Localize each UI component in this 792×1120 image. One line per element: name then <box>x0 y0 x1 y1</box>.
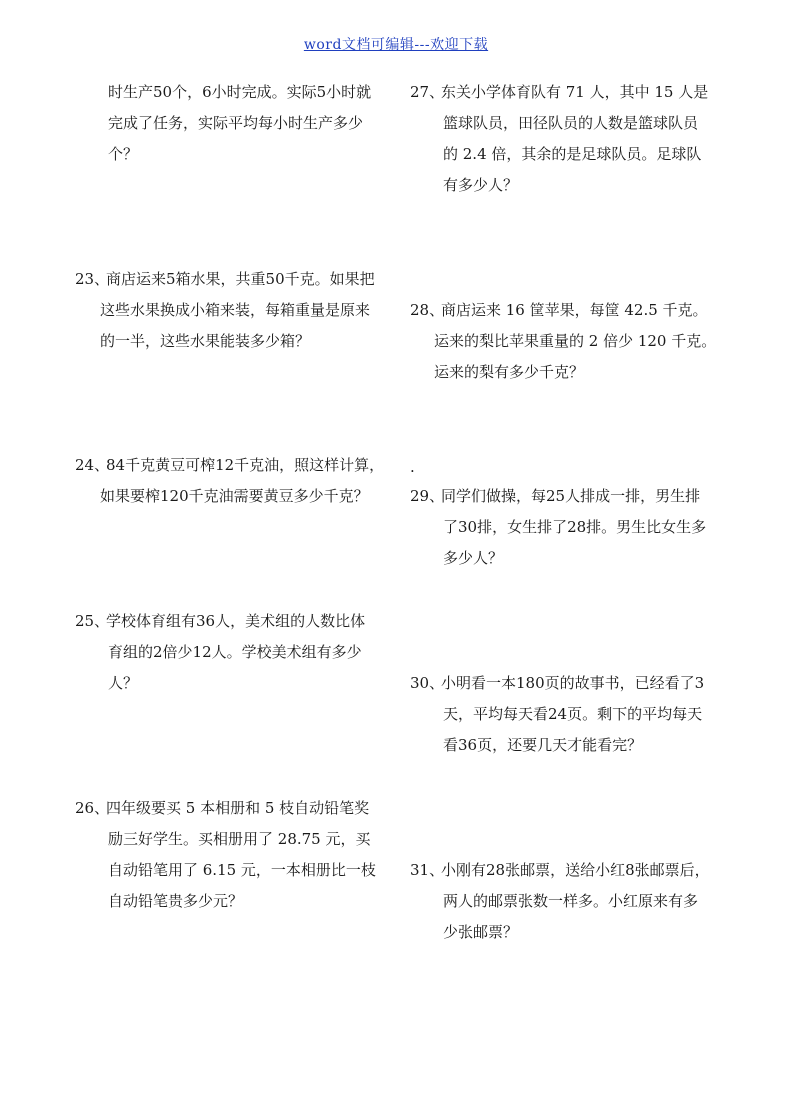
question-text-line: 自动铅笔用了 6.15 元，一本相册比一枝 <box>108 861 376 879</box>
question-text-line: 东关小学体育队有 71 人，其中 15 人是 <box>441 83 709 101</box>
question-text-line: 篮球队员，田径队员的人数是篮球队员 <box>443 114 699 132</box>
question-text-line: 多少人？ <box>443 549 504 567</box>
question-text-line: 的一半，这些水果能装多少箱？ <box>100 332 311 350</box>
question-text-line: 天，平均每天看24页。剩下的平均每天 <box>443 705 703 723</box>
page-header[interactable]: word文档可编辑---欢迎下载 <box>303 37 489 53</box>
question-text-line: 时生产50个，6小时完成。实际5小时就 <box>108 83 372 101</box>
question-number: 26、 <box>75 799 110 817</box>
question-text-line: 四年级要买 5 本相册和 5 枝自动铅笔奖 <box>106 799 370 817</box>
question-number: 27、 <box>410 83 445 101</box>
question-text-line: 学校体育组有36人，美术组的人数比体 <box>106 612 366 630</box>
question-text-line: 小明看一本180页的故事书，已经看了3 <box>441 674 705 692</box>
question-text-line: 完成了任务，实际平均每小时生产多少 <box>108 114 364 132</box>
question-text-line: 看36页，还要几天才能看完？ <box>443 736 643 754</box>
question-number: 23、 <box>75 270 110 288</box>
question-text-line: 励三好学生。买相册用了 28.75 元，买 <box>108 830 371 848</box>
question-number: 24、 <box>75 456 110 474</box>
question-number: 31、 <box>410 861 445 879</box>
question-text-line: 两人的邮票张数一样多。小红原来有多 <box>443 892 699 910</box>
question-text-line: 了30排，女生排了28排。男生比女生多 <box>443 518 707 536</box>
question-text-line: 育组的2倍少12人。学校美术组有多少 <box>108 643 362 661</box>
question-text-line: 84千克黄豆可榨12千克油，照这样计算， <box>106 456 385 474</box>
question-text-line: 运来的梨有多少千克？ <box>434 363 585 381</box>
question-text-line: 这些水果换成小箱来装，每箱重量是原来 <box>100 301 371 319</box>
question-text-line: 的 2.4 倍，其余的是足球队员。足球队 <box>443 145 702 163</box>
question-number: 28、 <box>410 301 445 319</box>
question-text-line: 运来的梨比苹果重量的 2 倍少 120 千克。 <box>434 332 717 350</box>
question-number: 25、 <box>75 612 110 630</box>
question-text-line: 有多少人？ <box>443 176 519 194</box>
question-number: 30、 <box>410 674 445 692</box>
question-text-line: 如果要榨120千克油需要黄豆多少千克？ <box>100 487 369 505</box>
question-text-line: 个？ <box>108 145 139 163</box>
question-text-line: 自动铅笔贵多少元？ <box>108 892 244 910</box>
question-text-line: 同学们做操，每25人排成一排，男生排 <box>441 487 701 505</box>
stray-period: . <box>410 458 415 476</box>
question-number: 29、 <box>410 487 445 505</box>
question-text-line: 人？ <box>108 674 139 692</box>
question-text-line: 商店运来 16 筐苹果，每筐 42.5 千克。 <box>441 301 708 319</box>
question-text-line: 商店运来5箱水果，共重50千克。如果把 <box>106 270 375 288</box>
question-text-line: 小刚有28张邮票，送给小红8张邮票后， <box>441 861 710 879</box>
question-text-line: 少张邮票？ <box>443 923 519 941</box>
